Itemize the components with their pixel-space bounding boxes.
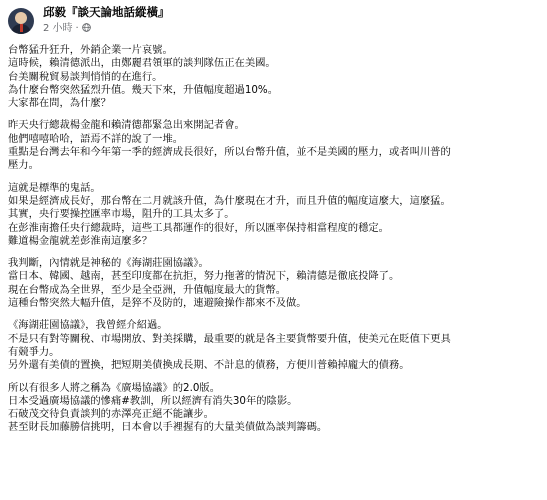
- post-text-line: 我判斷，內情就是神秘的《海湖莊園協議》。: [8, 257, 209, 270]
- post-paragraph: [8, 119, 538, 172]
- post-header: [8, 7, 170, 41]
- avatar-tie: [20, 24, 23, 32]
- post-text-line: 昨天央行總裁楊金龍和賴清德都緊急出來開記者會。: [8, 119, 245, 132]
- post-text-line: 《海湖莊園協議》，我曾經介紹過。: [8, 319, 168, 332]
- post-time[interactable]: 2 小時: [43, 22, 73, 34]
- post-text-line: 不是只有對等關稅、市場開放、對美採購，最重要的就是各主要貨幣要升值，使美元在貶值下更具: [8, 332, 451, 345]
- post-paragraph: [8, 257, 538, 310]
- post-text-line: 現在台幣成為全世界，至少是全亞洲，升值幅度最大的貨幣。: [8, 283, 287, 296]
- post-text-line: 為什麼台幣突然猛烈升值。幾天下來，升值幅度超過10%。: [8, 83, 279, 96]
- post-text-line: 有競爭力。: [8, 345, 60, 358]
- post-text-line: 其實，央行要操控匯率市場，阻升的工具太多了。: [8, 208, 235, 221]
- post-paragraph: [8, 319, 538, 372]
- post-paragraph: [8, 44, 538, 110]
- post-text-line: 台美關稅貿易談判悄悄的在進行。: [8, 70, 163, 83]
- separator-dot: ·: [75, 22, 79, 34]
- post-subline: [43, 23, 170, 35]
- post-paragraph: [8, 382, 538, 435]
- post-text-line: 這就是標準的鬼話。: [8, 181, 101, 194]
- post-text-line: 這種台幣突然大幅升值，是猝不及防的，連避險操作都來不及做。: [8, 297, 307, 310]
- post-text-line: 在彭淮南擔任央行總裁時，這些工具都運作的很好，所以匯率保持相當程度的穩定。: [8, 221, 389, 234]
- post-meta: [43, 7, 170, 35]
- post-text-line: 日本受過廣場協議的慘痛#教訓，所以經濟有消失30年的陰影。: [8, 394, 298, 407]
- avatar-face: [15, 12, 27, 24]
- post-text-line: 這時候，賴清德派出，由鄭麗君領軍的談判隊伍正在美國。: [8, 57, 276, 70]
- post-text-line: 所以有很多人將之稱為《廣場協議》的2.0版。: [8, 381, 221, 394]
- post-text-line: 當日本、韓國、越南，甚至印度都在抗拒，努力拖著的情況下，賴清德是徹底投降了。: [8, 270, 400, 283]
- post-text-line: 重點是台灣去年和今年第一季的經濟成長很好，所以台幣升值，並不是美國的壓力，或者叫川普的: [8, 146, 451, 159]
- post-text-line: 難道楊金龍就差彭淮南這麼多？: [8, 234, 153, 247]
- post-text-line: 甚至財長加藤勝信挑明，日本會以手裡握有的大量美債做為談判籌碼。: [8, 421, 328, 434]
- post-text-line: 石破茂交待負責談判的赤澤亮正絕不能讓步。: [8, 408, 214, 421]
- post-text-line: 台幣猛升狂升，外銷企業一片哀號。: [8, 44, 173, 56]
- globe-icon[interactable]: [82, 23, 91, 35]
- post-text-line: 如果是經濟成長好，那台幣在二月就該升值，為什麼現在才升，而且升值的幅度這麼大，這麼猛。: [8, 194, 451, 207]
- post-text-line: 大家都在問，為什麼？: [8, 97, 111, 110]
- post-text-line: 他們嘻嘻哈哈，語焉不詳的說了一堆。: [8, 132, 184, 145]
- post-body: [8, 44, 538, 444]
- post-text-line: 另外還有美債的置換，把短期美債換成長期、不計息的債務，方便川普賴掉龐大的債務。: [8, 359, 410, 372]
- post-paragraph: [8, 182, 538, 248]
- author-name[interactable]: 邱毅『談天論地話縱橫』: [43, 5, 170, 19]
- avatar[interactable]: [8, 8, 34, 34]
- post-text-line: 壓力。: [8, 159, 39, 172]
